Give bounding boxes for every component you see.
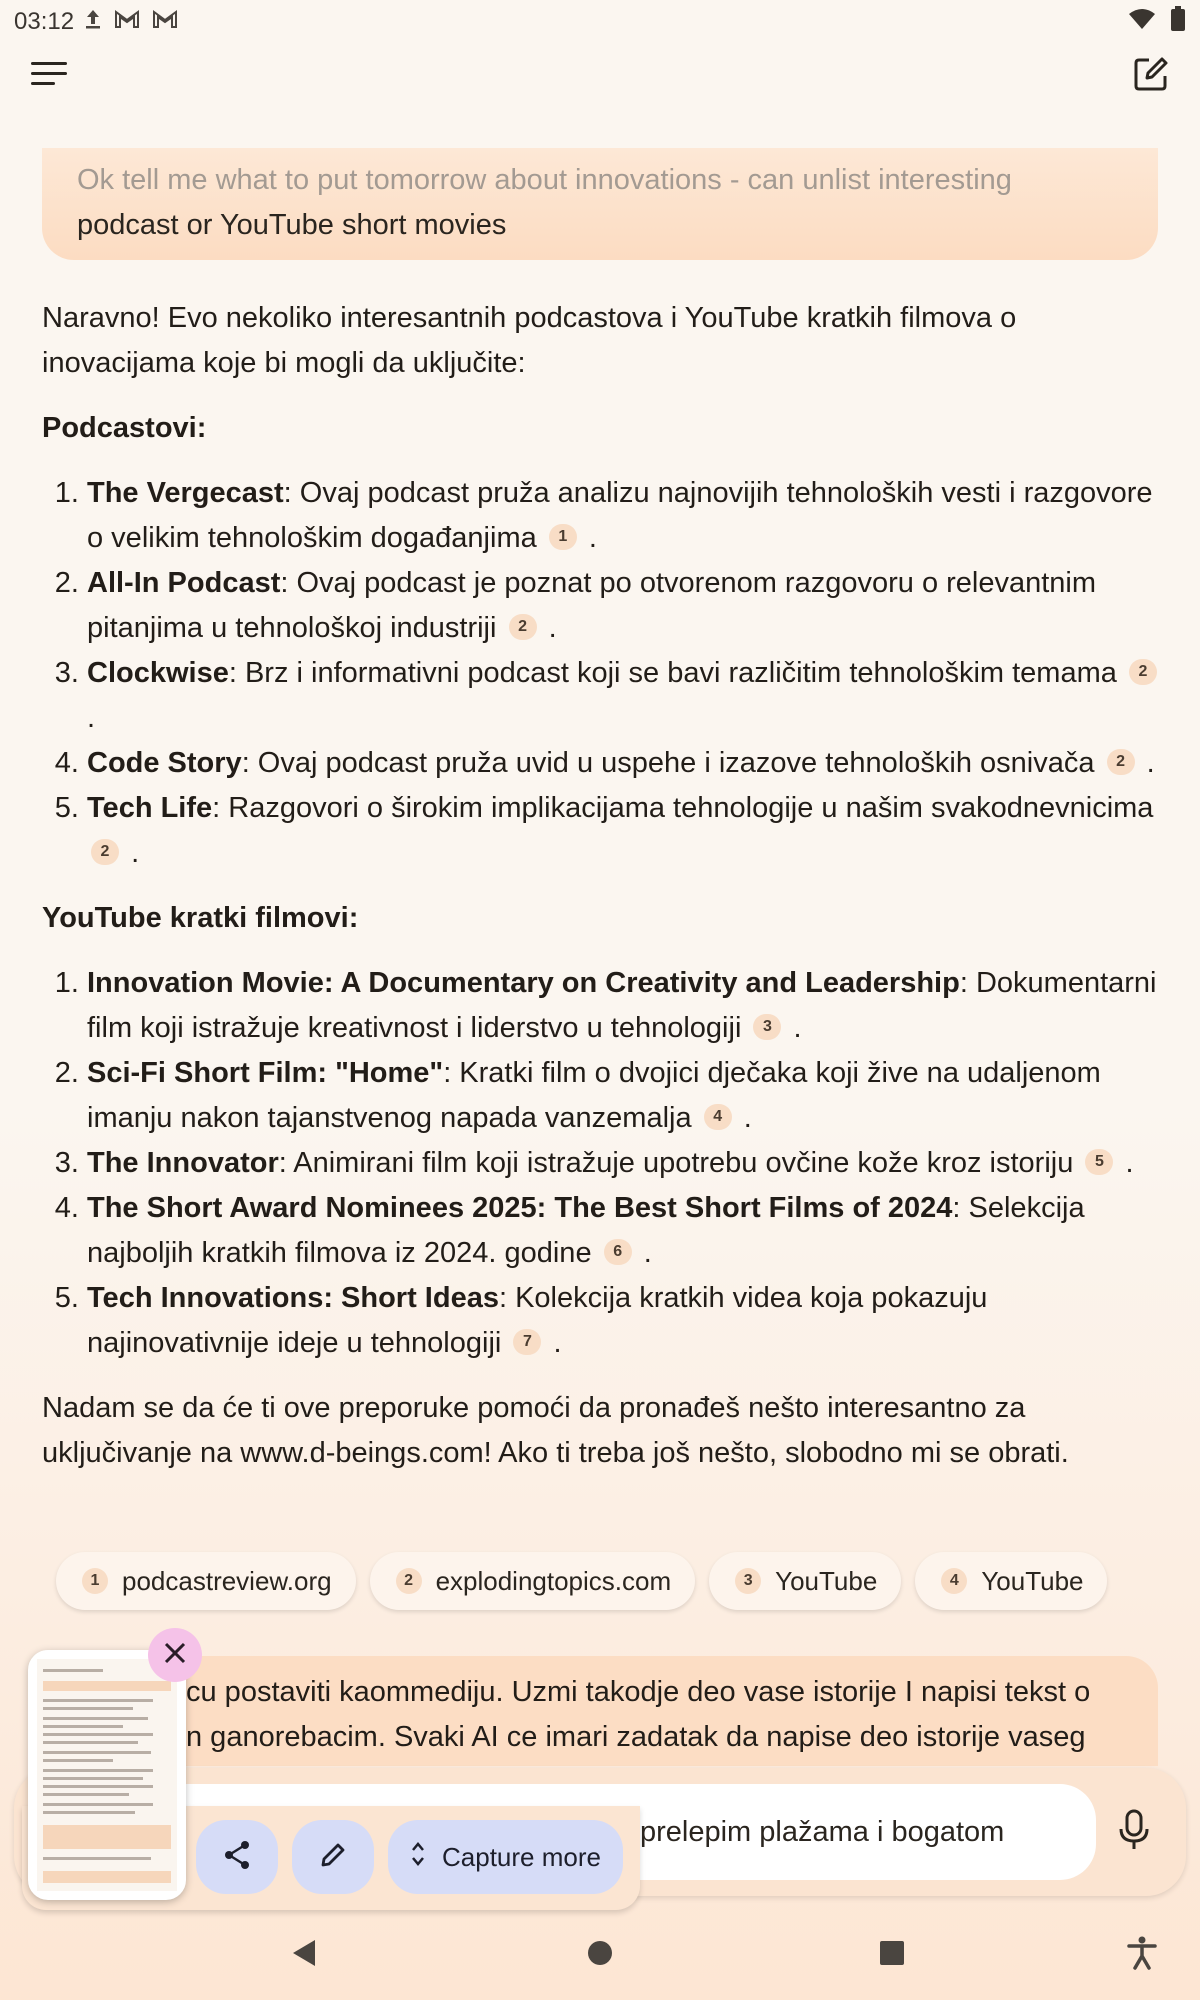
list-item [87, 471, 1162, 561]
item-end: . [743, 1102, 752, 1134]
item-text: : Animirani film koji istražuje upotrebu ovčine kože kroz istoriju [278, 1147, 1074, 1179]
new-chat-icon [1133, 56, 1169, 97]
item-title: Innovation Movie: A Documentary on Creativity and Leadership [87, 967, 960, 999]
expand-icon [410, 1840, 426, 1875]
assistant-response [42, 296, 1162, 1496]
response-intro: Naravno! Evo nekoliko interesantnih podcastova i YouTube kratkih filmova o inovacijama koje bi mogli da uključite: [42, 302, 1017, 379]
item-text: : Kratki film o dvojici dječaka koji žive na udaljenom imanju nakon tajanstvenog napada vanzemalja [87, 1057, 1101, 1134]
list-item [87, 741, 1162, 786]
item-end: . [643, 1237, 652, 1269]
item-text: : Selekcija najboljih kratkih filmova iz 2024. godine [87, 1192, 1085, 1269]
item-text: : Ovaj podcast pruža analizu najnovijih tehnoloških vesti i razgovore o velikim tehnološkim događanjima [87, 477, 1153, 554]
thumbnail-line [43, 1751, 151, 1754]
close-icon [162, 1640, 188, 1671]
app-bar [0, 44, 1200, 108]
next-message-line: n ganorebacim. Svaki AI ce imari zadatak da napise deo istorije vaseg [186, 1721, 1086, 1753]
source-chips [56, 1552, 1107, 1610]
source-chip[interactable] [709, 1552, 901, 1610]
source-chip[interactable] [915, 1552, 1107, 1610]
home-icon [586, 1939, 614, 1972]
podcasts-heading: Podcastovi: [42, 412, 207, 444]
citation-badge[interactable]: 2 [1129, 659, 1157, 685]
thumbnail-line [43, 1733, 153, 1736]
citation-badge[interactable]: 1 [549, 524, 577, 550]
source-label: explodingtopics.com [435, 1565, 672, 1596]
source-label: YouTube [981, 1565, 1084, 1596]
citation-badge[interactable]: 4 [704, 1104, 732, 1130]
source-chip[interactable] [56, 1552, 356, 1610]
battery-icon [1170, 6, 1186, 39]
capture-more-button[interactable] [388, 1820, 623, 1894]
item-title: All-In Podcast [87, 567, 281, 599]
thumbnail-line [43, 1741, 138, 1744]
accessibility-icon [1127, 1936, 1157, 1975]
videos-list [42, 961, 1162, 1366]
thumbnail-line [43, 1793, 129, 1796]
list-item [87, 1141, 1162, 1186]
thumbnail-line [43, 1707, 133, 1710]
accessibility-button[interactable] [1102, 1910, 1182, 2000]
recents-button[interactable] [852, 1910, 932, 2000]
citation-badge[interactable]: 2 [91, 839, 119, 865]
status-right-icons [1128, 6, 1186, 39]
thumbnail-line [43, 1785, 153, 1788]
item-end: . [1125, 1147, 1134, 1179]
thumbnail-block [43, 1681, 171, 1691]
item-end: . [793, 1012, 802, 1044]
thumbnail-preview [37, 1659, 177, 1891]
new-chat-button[interactable] [1119, 44, 1183, 108]
source-label: podcastreview.org [122, 1565, 332, 1596]
citation-badge[interactable]: 6 [604, 1239, 632, 1265]
item-text: : Ovaj podcast pruža uvid u uspehe i izazove tehnoloških osnivača [241, 747, 1095, 779]
citation-badge[interactable]: 2 [1107, 749, 1135, 775]
thumbnail-line [43, 1725, 123, 1728]
podcasts-list [42, 471, 1162, 876]
share-icon [223, 1840, 251, 1875]
item-end: . [553, 1327, 562, 1359]
item-title: Tech Life [87, 792, 213, 824]
source-number: 3 [735, 1568, 761, 1594]
thumbnail-line [43, 1803, 153, 1806]
gmail-icon [152, 9, 178, 35]
item-end: . [588, 522, 597, 554]
user-message-bubble [42, 148, 1158, 260]
status-time: 03:12 [14, 8, 75, 35]
item-text: : Kolekcija kratkih videa koja pokazuju najinovativnije ideje u tehnologiji [87, 1282, 988, 1359]
item-end: . [548, 612, 557, 644]
thumbnail-block [43, 1825, 171, 1849]
response-outro: Nadam se da će ti ove preporuke pomoći da pronađeš nešto interesantno za uključivanje na www.d-beings.com! Ako ti treba još nešto, slobodno mi se obrati. [42, 1392, 1069, 1469]
item-title: Clockwise [87, 657, 229, 689]
item-title: The Short Award Nominees 2025: The Best Short Films of 2024 [87, 1192, 953, 1224]
citation-badge[interactable]: 2 [509, 614, 537, 640]
thumbnail-line [43, 1811, 135, 1814]
item-end: . [131, 837, 140, 869]
source-number: 4 [941, 1568, 967, 1594]
item-text: : Ovaj podcast je poznat po otvorenom razgovoru o relevantnim pitanjima u tehnološkoj industriji [87, 567, 1097, 644]
user-message-line: podcast or YouTube short movies [77, 209, 507, 241]
list-item [87, 961, 1162, 1051]
thumbnail-line [43, 1759, 113, 1762]
list-item [87, 561, 1162, 651]
home-button[interactable] [560, 1910, 640, 2000]
menu-icon [31, 61, 67, 92]
item-title: The Vergecast [87, 477, 284, 509]
list-item [87, 1186, 1162, 1276]
wifi-icon [1128, 8, 1156, 37]
close-thumbnail-button[interactable] [148, 1628, 202, 1682]
thumbnail-line [43, 1769, 153, 1772]
gmail-icon [114, 9, 140, 35]
thumbnail-line [43, 1777, 143, 1780]
upload-icon [84, 8, 102, 36]
source-chip[interactable] [370, 1552, 696, 1610]
item-text: : Dokumentarni film koji istražuje kreativnost i liderstvo u tehnologiji [87, 967, 1157, 1044]
edit-button[interactable] [292, 1820, 374, 1894]
recents-icon [879, 1940, 905, 1971]
list-item [87, 786, 1162, 876]
message-input-text: prelepim plažama i bogatom [640, 1815, 1005, 1848]
thumbnail-line [43, 1699, 153, 1702]
back-icon [291, 1938, 317, 1973]
next-user-message-bubble [170, 1656, 1158, 1766]
thumbnail-line [43, 1669, 103, 1672]
item-title: Code Story [87, 747, 242, 779]
item-title: Tech Innovations: Short Ideas [87, 1282, 499, 1314]
thumbnail-block [43, 1871, 171, 1883]
system-nav-bar [0, 1910, 1200, 2000]
item-text: : Brz i informativni podcast koji se bavi različitim tehnološkim temama [228, 657, 1117, 689]
citation-badge[interactable]: 7 [513, 1329, 541, 1355]
list-item [87, 651, 1162, 741]
status-bar [0, 0, 1200, 44]
thumbnail-line [43, 1717, 148, 1720]
pencil-icon [319, 1841, 347, 1874]
share-button[interactable] [196, 1820, 278, 1894]
mic-button[interactable] [1102, 1800, 1166, 1864]
item-text: : Razgovori o širokim implikacijama tehnologije u našim svakodnevnicima [212, 792, 1154, 824]
citation-badge[interactable]: 3 [753, 1014, 781, 1040]
citation-badge[interactable]: 5 [1085, 1149, 1113, 1175]
menu-button[interactable] [17, 44, 81, 108]
item-title: The Innovator [87, 1147, 279, 1179]
videos-heading: YouTube kratki filmovi: [42, 902, 359, 934]
list-item [87, 1276, 1162, 1366]
item-title: Sci-Fi Short Film: "Home" [87, 1057, 444, 1089]
user-message-line: Ok tell me what to put tomorrow about innovations - can unlist interesting [77, 164, 1012, 196]
capture-more-label: Capture more [442, 1841, 601, 1872]
item-end: . [87, 702, 96, 734]
next-message-line: cu postaviti kaommediju. Uzmi takodje deo vase istorije I napisi tekst o [186, 1676, 1091, 1708]
source-label: YouTube [775, 1565, 878, 1596]
thumbnail-line [43, 1857, 151, 1860]
mic-icon [1117, 1809, 1151, 1856]
back-button[interactable] [264, 1910, 344, 2000]
source-number: 1 [82, 1568, 108, 1594]
item-end: . [1146, 747, 1155, 779]
screenshot-thumbnail[interactable] [28, 1650, 186, 1900]
list-item [87, 1051, 1162, 1141]
source-number: 2 [396, 1568, 422, 1594]
